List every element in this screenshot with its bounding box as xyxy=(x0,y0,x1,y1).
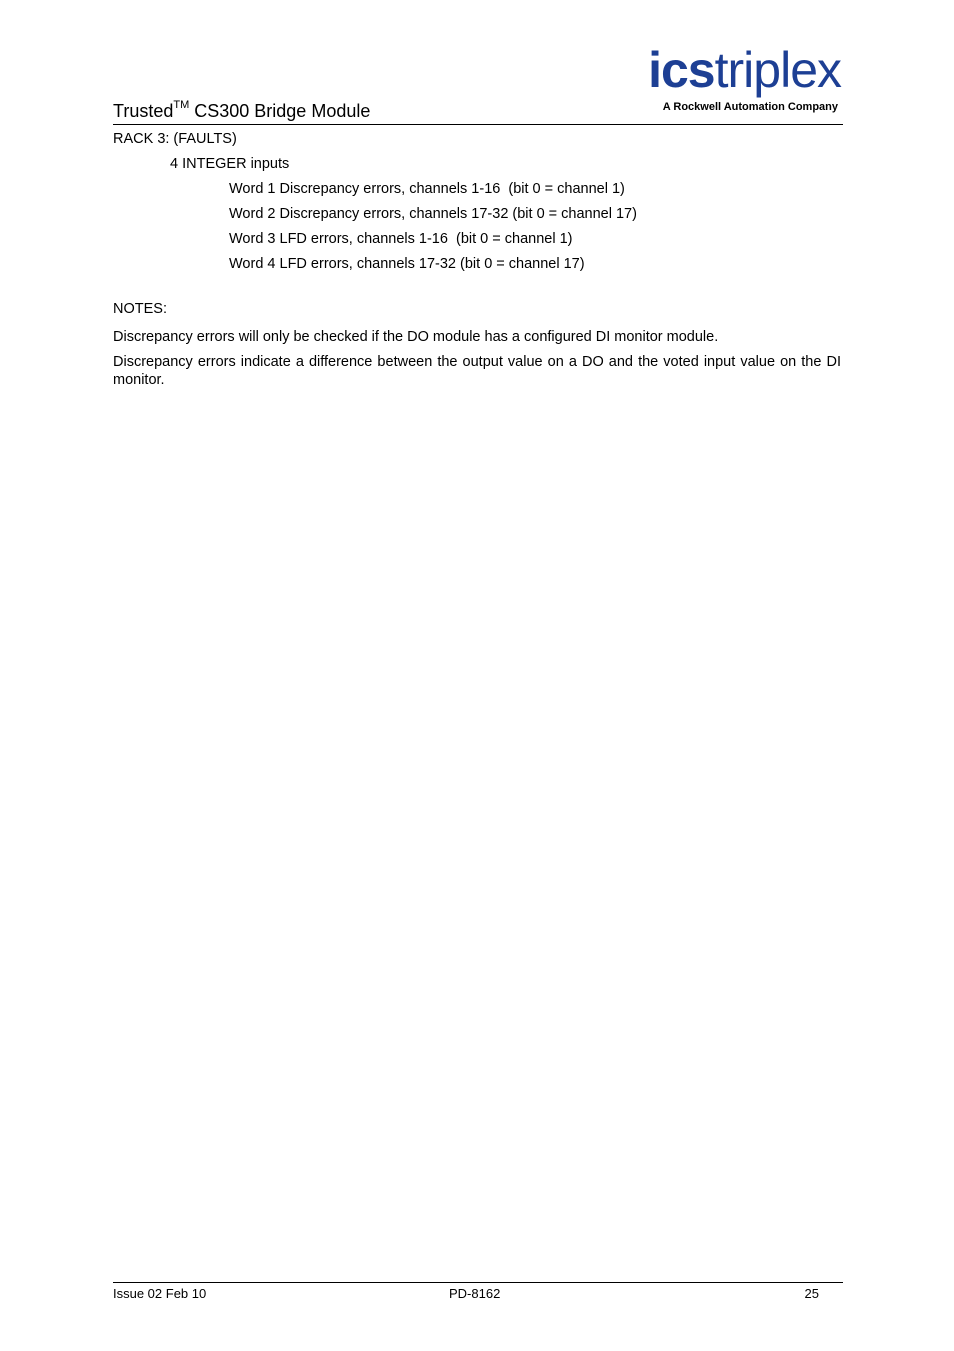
logo-triplex-text: triplex xyxy=(714,42,841,98)
title-prefix: Trusted xyxy=(113,101,174,121)
company-logo xyxy=(609,40,841,120)
document-title xyxy=(113,100,370,122)
trademark-superscript: TM xyxy=(173,99,190,111)
issue-date: Issue 02 Feb 10 xyxy=(113,1286,207,1301)
rack-heading: RACK 3: (FAULTS) xyxy=(113,131,237,147)
logo-tagline-text: A Rockwell Automation xyxy=(662,101,785,113)
inputs-heading: 4 INTEGER inputs xyxy=(170,156,290,172)
logo-wordmark xyxy=(648,40,841,100)
title-suffix: CS300 Bridge Module xyxy=(189,101,371,121)
logo-tagline-company: Company xyxy=(787,101,838,113)
page-footer xyxy=(113,1282,843,1301)
word-item: Word 3 LFD errors, channels 1-16 (bit 0 = channel 1) xyxy=(229,231,573,247)
word-item: Word 4 LFD errors, channels 17-32 (bit 0 = channel 17) xyxy=(229,256,585,272)
page-number: 25 xyxy=(804,1286,819,1301)
page-body xyxy=(113,129,841,396)
logo-ics-text: ics xyxy=(648,42,715,98)
note-paragraph: Discrepancy errors will only be checked if the DO module has a configured DI monitor module. xyxy=(113,329,719,345)
note-paragraph: Discrepancy errors indicate a difference between the output value on a DO and the voted input value on the DI monitor. xyxy=(113,354,841,388)
page-header xyxy=(113,40,843,125)
document-number: PD-8162 xyxy=(449,1286,501,1301)
logo-tagline xyxy=(663,101,838,113)
word-item: Word 2 Discrepancy errors, channels 17-32 (bit 0 = channel 17) xyxy=(229,206,637,222)
notes-heading: NOTES: xyxy=(113,301,167,317)
word-item: Word 1 Discrepancy errors, channels 1-16 (bit 0 = channel 1) xyxy=(229,181,625,197)
